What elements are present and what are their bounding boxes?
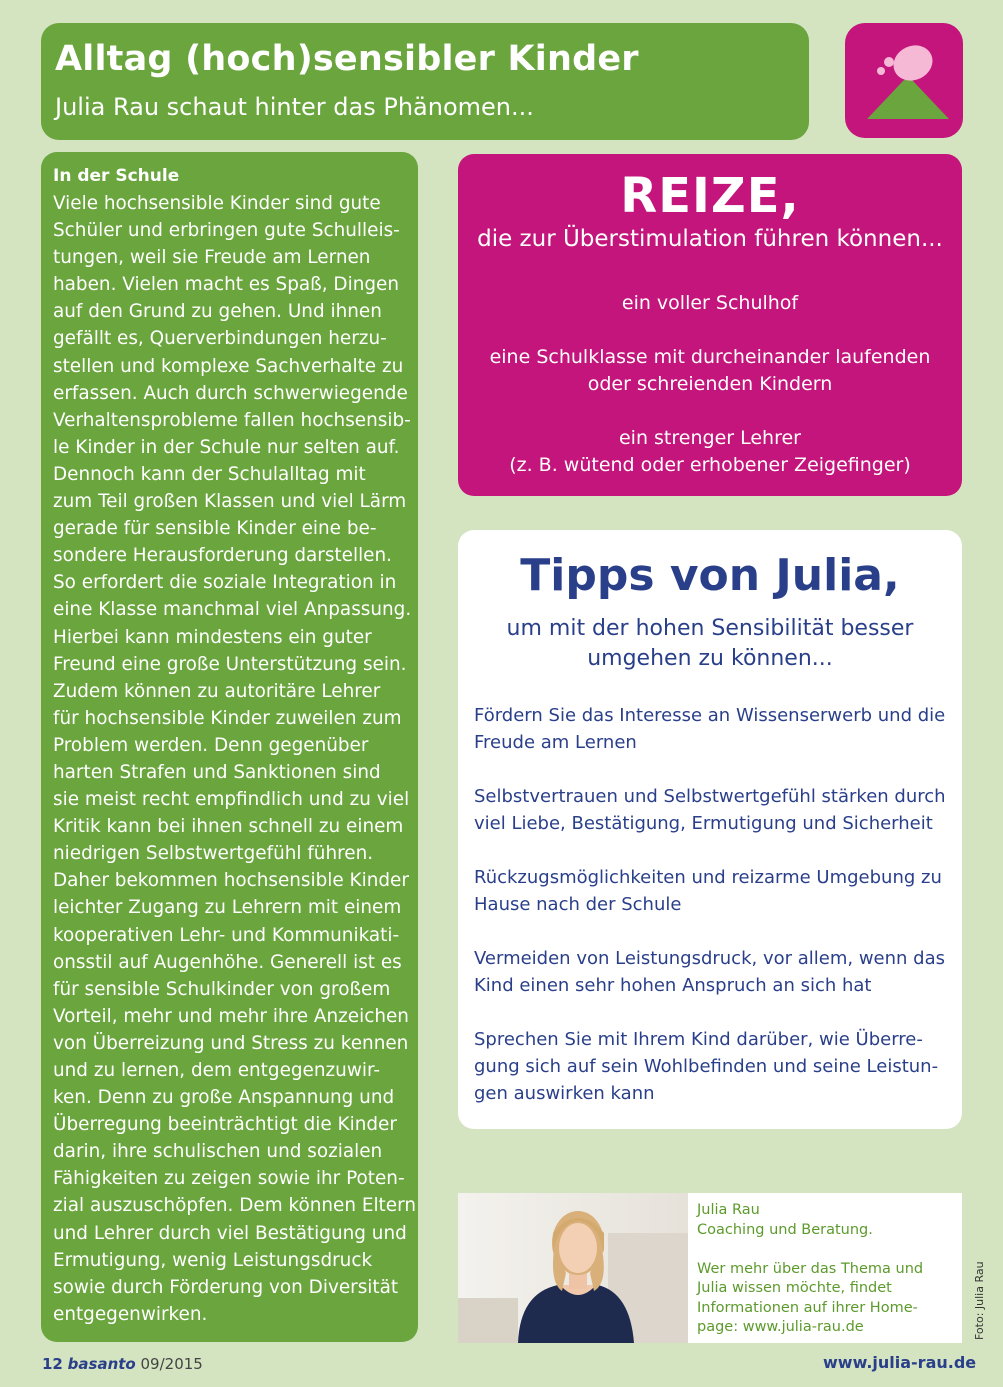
article-line: von Überreizung und Stress zu kennen (53, 1032, 409, 1054)
article-line: Schüler und erbringen gute Schulleis- (53, 220, 400, 242)
article-line: sondere Herausforderung darstellen. (53, 545, 392, 567)
article-line: gefällt es, Querverbindungen herzu- (53, 328, 387, 350)
article-line: Hierbei kann mindestens ein guter (53, 626, 372, 648)
footer-page-info (42, 1355, 203, 1373)
section-title: In der Schule (53, 166, 180, 186)
article-line: zial auszuschöpfen. Dem können Eltern (53, 1195, 416, 1217)
author-info-line: page: www.julia-rau.de (697, 1319, 864, 1335)
article-line: niedrigen Selbstwertgefühl führen. (53, 843, 374, 865)
article-line: kooperativen Lehr- und Kommunikati- (53, 924, 400, 946)
tipps-subtitle-line: um mit der hohen Sensibilität besser (506, 616, 914, 641)
article-line: ken. Denn zu große Anspannung und (53, 1087, 395, 1109)
article-line: sie meist recht empfindlich und zu viel (53, 789, 410, 811)
article-line: stellen und komplexe Sachverhalte zu (53, 355, 404, 377)
author-photo (458, 1193, 688, 1343)
article-line: haben. Vielen macht es Spaß, Dingen (53, 274, 400, 296)
article-line: für sensible Schulkinder von großem (53, 978, 391, 1000)
article-line: darin, ihre schulischen und sozialen (53, 1141, 383, 1163)
tip-item (474, 702, 954, 756)
article-line: sowie durch Förderung von Diversität (53, 1276, 399, 1298)
issue-date: 09/2015 (140, 1355, 203, 1373)
article-line: harten Strafen und Sanktionen sind (53, 761, 381, 783)
reize-box (458, 154, 962, 496)
tipps-subtitle (458, 614, 962, 674)
article-line: Ermutigung, wenig Leistungsdruck (53, 1249, 373, 1271)
article-line: zum Teil großen Klassen und viel Lärm (53, 491, 407, 513)
person-logo-icon (845, 23, 963, 138)
article-line: Kritik kann bei ihnen schnell zu einem (53, 816, 404, 838)
article-line: Dennoch kann der Schulalltag mit (53, 463, 366, 485)
article-line: Freund eine große Unterstützung sein. (53, 653, 407, 675)
footer-url-link[interactable]: www.julia-rau.de (823, 1353, 977, 1372)
reize-item: (z. B. wütend oder erhobener Zeigefinger) (509, 454, 911, 476)
reize-subtitle: die zur Überstimulation führen können... (477, 226, 943, 252)
author-name: Julia Rau (697, 1202, 760, 1218)
article-line: Viele hochsensible Kinder sind gute (53, 193, 381, 214)
article-line: eine Klasse manchmal viel Anpassung. (53, 599, 412, 621)
photo-credit: Foto: Julia Rau (973, 1261, 986, 1340)
header-banner (41, 23, 809, 140)
tipps-subtitle-line: umgehen zu können... (587, 646, 833, 671)
article-line: So erfordert die soziale Integration in (53, 572, 397, 594)
article-line: onsstil auf Augenhöhe. Generell ist es (53, 951, 402, 973)
author-profile (458, 1193, 962, 1343)
magazine-brand: basanto (67, 1355, 136, 1373)
page-title: Alltag (hoch)sensibler Kinder (55, 39, 639, 79)
tip-line: Fördern Sie das Interesse an Wissenserwerb und die (474, 705, 946, 726)
tip-line: Sprechen Sie mit Ihrem Kind darüber, wie Überre- (474, 1029, 923, 1050)
author-role: Coaching und Beratung. (697, 1221, 873, 1238)
article-line: Überregung beeinträchtigt die Kinder (53, 1114, 397, 1136)
reize-item: ein voller Schulhof (621, 292, 799, 314)
page-number: 12 (42, 1355, 63, 1373)
tip-item (474, 783, 954, 837)
article-line: gerade für sensible Kinder eine be- (53, 518, 377, 540)
article-line: Problem werden. Denn gegenüber (53, 734, 369, 756)
article-line: Vorteil, mehr und mehr ihre Anzeichen (53, 1005, 409, 1027)
reize-item: oder schreienden Kindern (587, 373, 833, 395)
article-line: Zudem können zu autoritäre Lehrer (53, 680, 381, 702)
article-line: leichter Zugang zu Lehrern mit einem (53, 897, 402, 919)
tip-line: Vermeiden von Leistungsdruck, vor allem, wenn das (474, 948, 945, 969)
article-line: Verhaltensprobleme fallen hochsensib- (53, 409, 411, 431)
article-column (41, 152, 418, 1342)
info-spacer (697, 1240, 957, 1260)
tip-line: viel Liebe, Bestätigung, Ermutigung und Sicherheit (474, 813, 933, 834)
article-line: erfassen. Auch durch schwerwiegende (53, 382, 408, 404)
author-info-line: Julia wissen möchte, findet (697, 1280, 892, 1296)
tip-line: Freude am Lernen (474, 732, 637, 753)
tip-line: Kind einen sehr hohen Anspruch an sich hat (474, 975, 872, 996)
tip-line: gen auswirken kann (474, 1083, 655, 1104)
article-line: und Lehrer durch viel Bestätigung und (53, 1222, 407, 1244)
page-subtitle: Julia Rau schaut hinter das Phänomen... (55, 93, 534, 121)
tip-line: Rückzugsmöglichkeiten und reizarme Umgebung zu (474, 867, 942, 888)
article-line: tungen, weil sie Freude am Lernen (53, 247, 371, 269)
reize-item: eine Schulklasse mit durcheinander laufenden (489, 346, 931, 368)
article-line: und zu lernen, dem entgegenzuwir- (53, 1060, 381, 1081)
tip-line: Hause nach der Schule (474, 894, 682, 915)
author-info-line: Wer mehr über das Thema und (697, 1260, 924, 1277)
reize-title: REIZE, (620, 168, 800, 224)
article-line: Fähigkeiten zu zeigen sowie ihr Poten- (53, 1168, 405, 1190)
author-info (697, 1201, 957, 1338)
article-line: für hochsensible Kinder zuweilen zum (53, 707, 402, 729)
tipps-title: Tipps von Julia, (520, 550, 900, 601)
tip-item (474, 864, 954, 918)
tip-line: Selbstvertrauen und Selbstwertgefühl stärken durch (474, 786, 946, 807)
author-info-line: Informationen auf ihrer Home- (697, 1299, 918, 1316)
tipps-box (458, 530, 962, 1129)
article-line: auf den Grund zu gehen. Und ihnen (53, 301, 382, 323)
article-body (53, 190, 416, 1328)
tip-item (474, 945, 954, 999)
article-line: le Kinder in der Schule nur selten auf. (53, 436, 400, 458)
article-line: entgegenwirken. (53, 1303, 208, 1325)
article-line: Daher bekommen hochsensible Kinder (53, 870, 409, 892)
reize-item: ein strenger Lehrer (618, 427, 801, 449)
tip-line: gung sich auf sein Wohlbefinden und seine Leistun- (474, 1056, 939, 1077)
tip-item (474, 1026, 954, 1107)
